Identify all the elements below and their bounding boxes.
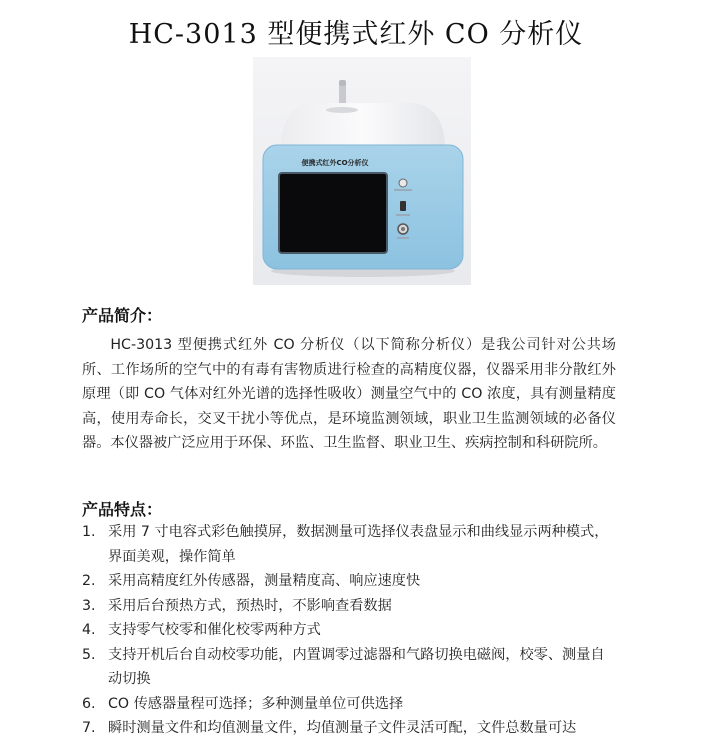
list-item: 1. 采用 7 寸电容式彩色触摸屏，数据测量可选择仪表盘显示和曲线显示两种模式，界面美观，操作简单 (82, 524, 609, 565)
list-item: 2. 采用高精度红外传感器，测量精度高、响应速度快 (82, 573, 421, 589)
touch-screen (279, 173, 387, 253)
analyzer-device-illustration (253, 57, 471, 285)
list-item: 7. 瞬时测量文件和均值测量文件，均值测量子文件灵活可配，文件总数量可达 (82, 720, 577, 736)
panel-label: 便携式红外CO分析仪 (301, 159, 369, 167)
features-list (82, 520, 616, 741)
intro-heading: 产品简介： (82, 306, 163, 325)
list-item: 4. 支持零气校零和催化校零两种方式 (82, 622, 321, 638)
usb-port-icon (400, 201, 406, 211)
features-heading: 产品特点： (82, 500, 163, 519)
product-photo (253, 57, 471, 285)
page-title: HC-3013 型便携式红外 CO 分析仪 (128, 19, 584, 50)
intro-paragraph: HC-3013 型便携式红外 CO 分析仪（以下简称分析仪）是我公司针对公共场所、工作场所的空气中的有毒有害物质进行检查的高精度仪器，仪器采用非分散红外原理（即 CO 气体对红外光谱的选择性吸收）测量空气中的 CO 浓度，具有测量精度高，使用寿命长，交叉干扰小等优点，是环境监测领域，职业卫生监测领域的必备仪器。本仪器被广泛应用于环保、环监、卫生监督、职业卫生、疾病控制和科研院所。 (82, 337, 616, 451)
power-button-icon (399, 179, 407, 187)
list-item: 5. 支持开机后台自动校零功能，内置调零过滤器和气路切换电磁阀，校零、测量自动切换 (82, 646, 605, 687)
list-item: 3. 采用后台预热方式，预热时，不影响查看数据 (82, 597, 392, 614)
list-item: 6. CO 传感器量程可选择；多种测量单位可供选择 (82, 695, 404, 712)
